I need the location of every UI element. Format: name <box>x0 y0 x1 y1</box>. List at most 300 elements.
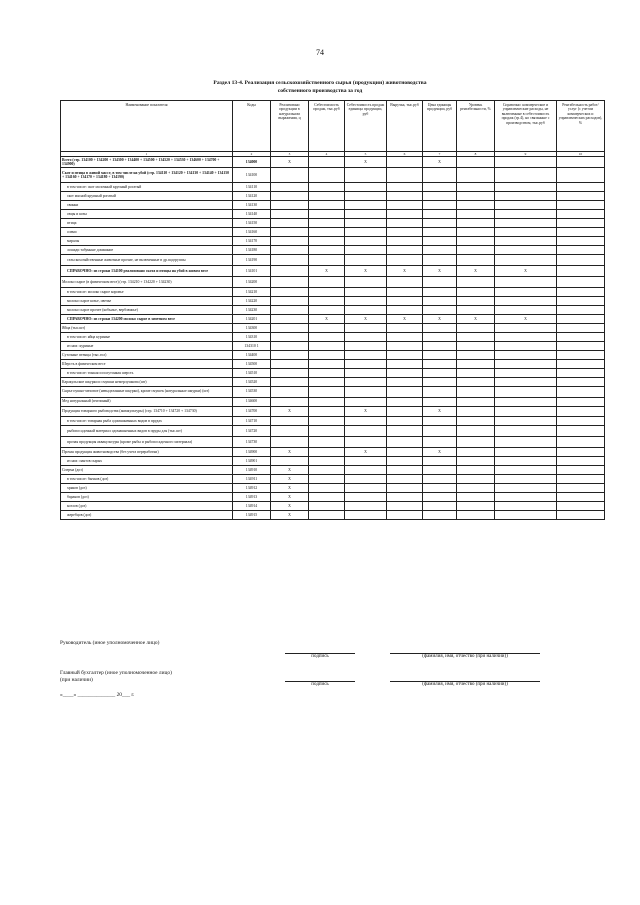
data-entry-cell[interactable] <box>387 305 423 314</box>
data-entry-cell[interactable] <box>457 341 495 350</box>
data-entry-cell[interactable] <box>271 210 309 219</box>
data-entry-cell[interactable] <box>309 228 345 237</box>
data-entry-cell[interactable] <box>345 341 387 350</box>
data-entry-cell[interactable] <box>423 483 457 492</box>
data-entry-cell[interactable] <box>423 255 457 266</box>
data-entry-cell[interactable] <box>457 246 495 255</box>
data-entry-cell[interactable] <box>557 406 605 417</box>
data-entry-cell[interactable] <box>309 296 345 305</box>
data-entry-cell[interactable] <box>495 417 557 426</box>
data-entry-cell[interactable] <box>271 192 309 201</box>
data-entry-cell[interactable] <box>557 437 605 448</box>
data-entry-cell[interactable] <box>423 397 457 406</box>
data-entry-cell[interactable] <box>387 287 423 296</box>
data-entry-cell[interactable] <box>557 397 605 406</box>
data-entry-cell[interactable] <box>557 417 605 426</box>
data-entry-cell[interactable] <box>495 474 557 483</box>
data-entry-cell[interactable] <box>557 483 605 492</box>
data-entry-cell[interactable] <box>495 368 557 377</box>
not-applicable-cell: X <box>345 314 387 323</box>
data-entry-cell[interactable] <box>557 183 605 192</box>
data-entry-cell[interactable] <box>557 157 605 168</box>
data-entry-cell[interactable] <box>423 296 457 305</box>
data-entry-cell[interactable] <box>495 255 557 266</box>
header-code: Коды <box>233 101 271 152</box>
data-entry-cell[interactable] <box>557 341 605 350</box>
data-entry-cell[interactable] <box>423 386 457 397</box>
data-entry-cell[interactable] <box>387 219 423 228</box>
data-entry-cell[interactable] <box>423 465 457 474</box>
data-entry-cell[interactable] <box>457 359 495 368</box>
data-entry-cell[interactable] <box>309 465 345 474</box>
data-entry-cell[interactable] <box>271 183 309 192</box>
data-entry-cell[interactable] <box>271 386 309 397</box>
data-entry-cell[interactable] <box>345 323 387 332</box>
data-entry-cell[interactable] <box>457 296 495 305</box>
data-entry-cell[interactable] <box>423 219 457 228</box>
data-entry-cell[interactable] <box>495 228 557 237</box>
data-entry-cell[interactable] <box>457 501 495 510</box>
data-entry-cell[interactable] <box>309 386 345 397</box>
table-row <box>61 341 605 350</box>
data-entry-cell[interactable] <box>557 350 605 359</box>
data-entry-cell[interactable] <box>495 246 557 255</box>
data-entry-cell[interactable] <box>495 510 557 519</box>
data-entry-cell[interactable] <box>271 368 309 377</box>
accountant-name-line[interactable] <box>390 672 540 682</box>
data-entry-cell[interactable] <box>387 192 423 201</box>
data-entry-cell[interactable] <box>557 192 605 201</box>
data-entry-cell[interactable] <box>495 377 557 386</box>
data-entry-cell[interactable] <box>271 168 309 183</box>
data-entry-cell[interactable] <box>345 465 387 474</box>
data-entry-cell[interactable] <box>457 510 495 519</box>
data-entry-cell[interactable] <box>345 417 387 426</box>
data-entry-cell[interactable] <box>387 483 423 492</box>
data-entry-cell[interactable] <box>271 456 309 465</box>
data-entry-cell[interactable] <box>423 305 457 314</box>
data-entry-cell[interactable] <box>309 492 345 501</box>
data-entry-cell[interactable] <box>271 305 309 314</box>
data-entry-cell[interactable] <box>557 492 605 501</box>
data-entry-cell[interactable] <box>557 510 605 519</box>
data-entry-cell[interactable] <box>495 447 557 456</box>
data-entry-cell[interactable] <box>309 183 345 192</box>
data-entry-cell[interactable] <box>309 287 345 296</box>
data-entry-cell[interactable] <box>495 456 557 465</box>
data-entry-cell[interactable] <box>557 465 605 474</box>
data-entry-cell[interactable] <box>345 168 387 183</box>
data-entry-cell[interactable] <box>423 456 457 465</box>
data-entry-cell[interactable] <box>457 406 495 417</box>
data-entry-cell[interactable] <box>423 287 457 296</box>
data-entry-cell[interactable] <box>345 510 387 519</box>
data-entry-cell[interactable] <box>457 210 495 219</box>
data-entry-cell[interactable] <box>495 350 557 359</box>
data-entry-cell[interactable] <box>387 474 423 483</box>
data-entry-cell[interactable] <box>423 501 457 510</box>
data-entry-cell[interactable] <box>457 183 495 192</box>
data-entry-cell[interactable] <box>387 183 423 192</box>
data-entry-cell[interactable] <box>387 237 423 246</box>
data-entry-cell[interactable] <box>271 350 309 359</box>
column-number: 10 <box>557 152 605 157</box>
data-entry-cell[interactable] <box>387 296 423 305</box>
data-entry-cell[interactable] <box>495 305 557 314</box>
data-entry-cell[interactable] <box>423 168 457 183</box>
data-entry-cell[interactable] <box>495 397 557 406</box>
data-entry-cell[interactable] <box>495 386 557 397</box>
data-entry-cell[interactable] <box>271 314 309 323</box>
data-entry-cell[interactable] <box>495 323 557 332</box>
data-entry-cell[interactable] <box>495 183 557 192</box>
head-name-line[interactable] <box>390 644 540 654</box>
head-signature-line[interactable] <box>285 644 355 654</box>
data-entry-cell[interactable] <box>271 377 309 386</box>
data-entry-cell[interactable] <box>495 465 557 474</box>
data-entry-cell[interactable] <box>423 323 457 332</box>
data-entry-cell[interactable] <box>557 201 605 210</box>
data-entry-cell[interactable] <box>423 437 457 448</box>
data-entry-cell[interactable] <box>495 426 557 437</box>
data-entry-cell[interactable] <box>495 406 557 417</box>
data-entry-cell[interactable] <box>387 501 423 510</box>
data-entry-cell[interactable] <box>345 296 387 305</box>
data-entry-cell[interactable] <box>495 168 557 183</box>
data-entry-cell[interactable] <box>345 246 387 255</box>
data-entry-cell[interactable] <box>271 246 309 255</box>
data-entry-cell[interactable] <box>387 341 423 350</box>
data-entry-cell[interactable] <box>345 426 387 437</box>
data-entry-cell[interactable] <box>557 332 605 341</box>
data-entry-cell[interactable] <box>309 397 345 406</box>
data-entry-cell[interactable] <box>457 201 495 210</box>
data-entry-cell[interactable] <box>495 296 557 305</box>
data-entry-cell[interactable] <box>457 157 495 168</box>
data-entry-cell[interactable] <box>271 228 309 237</box>
data-entry-cell[interactable] <box>345 386 387 397</box>
data-entry-cell[interactable] <box>387 510 423 519</box>
data-entry-cell[interactable] <box>345 350 387 359</box>
data-entry-cell[interactable] <box>309 305 345 314</box>
data-entry-cell[interactable] <box>309 368 345 377</box>
data-entry-cell[interactable] <box>557 474 605 483</box>
data-entry-cell[interactable] <box>387 377 423 386</box>
data-entry-cell[interactable] <box>423 492 457 501</box>
data-entry-cell[interactable] <box>271 323 309 332</box>
data-entry-cell[interactable] <box>387 157 423 168</box>
data-entry-cell[interactable] <box>495 341 557 350</box>
data-entry-cell[interactable] <box>271 219 309 228</box>
data-entry-cell[interactable] <box>457 168 495 183</box>
data-entry-cell[interactable] <box>423 350 457 359</box>
data-entry-cell[interactable] <box>345 377 387 386</box>
data-entry-cell[interactable] <box>345 474 387 483</box>
data-entry-cell[interactable] <box>345 359 387 368</box>
data-entry-cell[interactable] <box>423 341 457 350</box>
data-entry-cell[interactable] <box>271 341 309 350</box>
data-entry-cell[interactable] <box>557 368 605 377</box>
data-entry-cell[interactable] <box>309 359 345 368</box>
table-row <box>61 266 605 277</box>
data-entry-cell[interactable] <box>345 501 387 510</box>
data-entry-cell[interactable] <box>345 368 387 377</box>
data-entry-cell[interactable] <box>457 228 495 237</box>
data-entry-cell[interactable] <box>387 465 423 474</box>
data-entry-cell[interactable] <box>423 332 457 341</box>
row-code: 134720 <box>233 426 271 437</box>
data-entry-cell[interactable] <box>387 417 423 426</box>
data-entry-cell[interactable] <box>457 397 495 406</box>
data-entry-cell[interactable] <box>309 201 345 210</box>
data-entry-cell[interactable] <box>457 350 495 359</box>
data-entry-cell[interactable] <box>345 201 387 210</box>
data-entry-cell[interactable] <box>345 219 387 228</box>
data-entry-cell[interactable] <box>271 296 309 305</box>
data-entry-cell[interactable] <box>423 237 457 246</box>
data-entry-cell[interactable] <box>495 219 557 228</box>
data-entry-cell[interactable] <box>457 386 495 397</box>
data-entry-cell[interactable] <box>387 323 423 332</box>
data-entry-cell[interactable] <box>309 426 345 437</box>
data-entry-cell[interactable] <box>309 406 345 417</box>
data-entry-cell[interactable] <box>309 377 345 386</box>
data-entry-cell[interactable] <box>495 237 557 246</box>
row-indicator-name: Прочая продукция животноводства (без учета переработки) <box>61 447 233 456</box>
data-entry-cell[interactable] <box>345 397 387 406</box>
data-entry-cell[interactable] <box>309 332 345 341</box>
not-applicable-cell: X <box>387 314 423 323</box>
data-entry-cell[interactable] <box>495 437 557 448</box>
data-entry-cell[interactable] <box>345 456 387 465</box>
data-entry-cell[interactable] <box>387 426 423 437</box>
data-entry-cell[interactable] <box>557 386 605 397</box>
data-entry-cell[interactable] <box>387 447 423 456</box>
data-entry-cell[interactable] <box>557 276 605 287</box>
data-entry-cell[interactable] <box>387 386 423 397</box>
data-entry-cell[interactable] <box>423 377 457 386</box>
data-entry-cell[interactable] <box>309 192 345 201</box>
data-entry-cell[interactable] <box>345 305 387 314</box>
data-entry-cell[interactable] <box>309 237 345 246</box>
data-entry-cell[interactable] <box>271 437 309 448</box>
data-entry-cell[interactable] <box>345 437 387 448</box>
data-entry-cell[interactable] <box>495 332 557 341</box>
data-entry-cell[interactable] <box>345 276 387 287</box>
data-entry-cell[interactable] <box>271 397 309 406</box>
data-entry-cell[interactable] <box>387 255 423 266</box>
data-entry-cell[interactable] <box>345 192 387 201</box>
data-entry-cell[interactable] <box>423 210 457 219</box>
data-entry-cell[interactable] <box>345 183 387 192</box>
data-entry-cell[interactable] <box>345 332 387 341</box>
data-entry-cell[interactable] <box>345 228 387 237</box>
data-entry-cell[interactable] <box>309 456 345 465</box>
data-entry-cell[interactable] <box>457 474 495 483</box>
data-entry-cell[interactable] <box>457 323 495 332</box>
data-entry-cell[interactable] <box>457 192 495 201</box>
data-entry-cell[interactable] <box>557 210 605 219</box>
data-entry-cell[interactable] <box>309 437 345 448</box>
data-entry-cell[interactable] <box>557 266 605 277</box>
data-entry-cell[interactable] <box>271 276 309 287</box>
data-entry-cell[interactable] <box>457 483 495 492</box>
data-entry-cell[interactable] <box>309 510 345 519</box>
data-entry-cell[interactable] <box>423 474 457 483</box>
data-entry-cell[interactable] <box>387 437 423 448</box>
table-row <box>61 417 605 426</box>
data-entry-cell[interactable] <box>309 276 345 287</box>
data-entry-cell[interactable] <box>457 447 495 456</box>
data-entry-cell[interactable] <box>345 255 387 266</box>
not-applicable-cell: X <box>345 266 387 277</box>
data-entry-cell[interactable] <box>495 192 557 201</box>
data-entry-cell[interactable] <box>387 210 423 219</box>
data-entry-cell[interactable] <box>271 359 309 368</box>
table-row <box>61 474 605 483</box>
data-entry-cell[interactable] <box>387 359 423 368</box>
data-entry-cell[interactable] <box>495 210 557 219</box>
data-entry-cell[interactable] <box>423 276 457 287</box>
data-entry-cell[interactable] <box>557 314 605 323</box>
data-entry-cell[interactable] <box>423 426 457 437</box>
data-entry-cell[interactable] <box>423 510 457 519</box>
data-entry-cell[interactable] <box>309 219 345 228</box>
data-entry-cell[interactable] <box>309 255 345 266</box>
data-entry-cell[interactable] <box>557 305 605 314</box>
data-entry-cell[interactable] <box>271 266 309 277</box>
data-entry-cell[interactable] <box>457 287 495 296</box>
data-entry-cell[interactable] <box>557 377 605 386</box>
data-entry-cell[interactable] <box>495 276 557 287</box>
data-entry-cell[interactable] <box>271 426 309 437</box>
data-entry-cell[interactable] <box>387 168 423 183</box>
data-entry-cell[interactable] <box>457 332 495 341</box>
data-entry-cell[interactable] <box>557 323 605 332</box>
data-entry-cell[interactable] <box>309 210 345 219</box>
data-entry-cell[interactable] <box>271 201 309 210</box>
data-entry-cell[interactable] <box>309 157 345 168</box>
data-entry-cell[interactable] <box>495 359 557 368</box>
data-entry-cell[interactable] <box>457 492 495 501</box>
data-entry-cell[interactable] <box>309 350 345 359</box>
data-entry-cell[interactable] <box>309 474 345 483</box>
data-entry-cell[interactable] <box>387 456 423 465</box>
data-entry-cell[interactable] <box>495 157 557 168</box>
data-entry-cell[interactable] <box>271 237 309 246</box>
data-entry-cell[interactable] <box>271 255 309 266</box>
data-entry-cell[interactable] <box>423 228 457 237</box>
data-entry-cell[interactable] <box>457 276 495 287</box>
data-entry-cell[interactable] <box>345 483 387 492</box>
data-entry-cell[interactable] <box>387 397 423 406</box>
data-entry-cell[interactable] <box>387 228 423 237</box>
data-entry-cell[interactable] <box>557 246 605 255</box>
data-entry-cell[interactable] <box>557 501 605 510</box>
data-entry-cell[interactable] <box>423 201 457 210</box>
data-entry-cell[interactable] <box>309 246 345 255</box>
data-entry-cell[interactable] <box>457 456 495 465</box>
data-entry-cell[interactable] <box>309 341 345 350</box>
data-entry-cell[interactable] <box>309 417 345 426</box>
data-entry-cell[interactable] <box>557 359 605 368</box>
data-entry-cell[interactable] <box>423 246 457 255</box>
data-entry-cell[interactable] <box>557 447 605 456</box>
data-entry-cell[interactable] <box>387 246 423 255</box>
row-indicator-name: овцы и козы <box>61 210 233 219</box>
data-entry-cell[interactable] <box>557 426 605 437</box>
data-entry-cell[interactable] <box>457 368 495 377</box>
data-entry-cell[interactable] <box>457 465 495 474</box>
not-applicable-cell: X <box>495 314 557 323</box>
data-entry-cell[interactable] <box>387 368 423 377</box>
data-entry-cell[interactable] <box>345 492 387 501</box>
data-entry-cell[interactable] <box>457 377 495 386</box>
data-entry-cell[interactable] <box>309 168 345 183</box>
data-entry-cell[interactable] <box>309 483 345 492</box>
data-entry-cell[interactable] <box>423 417 457 426</box>
data-entry-cell[interactable] <box>387 201 423 210</box>
head-name-caption: (фамилия, имя, отчество (при наличии)) <box>422 654 508 659</box>
data-entry-cell[interactable] <box>557 456 605 465</box>
data-entry-cell[interactable] <box>271 417 309 426</box>
data-entry-cell[interactable] <box>457 437 495 448</box>
data-entry-cell[interactable] <box>557 168 605 183</box>
data-entry-cell[interactable] <box>457 255 495 266</box>
data-entry-cell[interactable] <box>309 501 345 510</box>
data-entry-cell[interactable] <box>387 332 423 341</box>
row-code: 134500 <box>233 359 271 368</box>
data-entry-cell[interactable] <box>345 287 387 296</box>
data-entry-cell[interactable] <box>309 323 345 332</box>
data-entry-cell[interactable] <box>271 287 309 296</box>
data-entry-cell[interactable] <box>387 492 423 501</box>
data-entry-cell[interactable] <box>457 219 495 228</box>
data-entry-cell[interactable] <box>387 406 423 417</box>
not-applicable-cell: X <box>271 157 309 168</box>
data-entry-cell[interactable] <box>423 368 457 377</box>
data-entry-cell[interactable] <box>423 192 457 201</box>
data-entry-cell[interactable] <box>387 350 423 359</box>
data-entry-cell[interactable] <box>557 237 605 246</box>
data-entry-cell[interactable] <box>423 359 457 368</box>
data-entry-cell[interactable] <box>457 426 495 437</box>
data-entry-cell[interactable] <box>457 305 495 314</box>
data-entry-cell[interactable] <box>345 210 387 219</box>
data-entry-cell[interactable] <box>387 276 423 287</box>
data-entry-cell[interactable] <box>557 219 605 228</box>
accountant-signature-line[interactable] <box>285 672 355 682</box>
table-row <box>61 368 605 377</box>
data-entry-cell[interactable] <box>495 287 557 296</box>
data-entry-cell[interactable] <box>495 483 557 492</box>
data-entry-cell[interactable] <box>557 296 605 305</box>
data-entry-cell[interactable] <box>423 183 457 192</box>
section-title-line-2: собственного производства за год <box>277 88 363 94</box>
data-entry-cell[interactable] <box>495 501 557 510</box>
data-entry-cell[interactable] <box>457 417 495 426</box>
data-entry-cell[interactable] <box>309 447 345 456</box>
data-entry-cell[interactable] <box>495 492 557 501</box>
column-number: 3 <box>271 152 309 157</box>
data-entry-cell[interactable] <box>271 332 309 341</box>
data-entry-cell[interactable] <box>345 237 387 246</box>
data-entry-cell[interactable] <box>557 228 605 237</box>
data-entry-cell[interactable] <box>457 237 495 246</box>
data-entry-cell[interactable] <box>557 255 605 266</box>
data-entry-cell[interactable] <box>557 287 605 296</box>
data-entry-cell[interactable] <box>495 201 557 210</box>
